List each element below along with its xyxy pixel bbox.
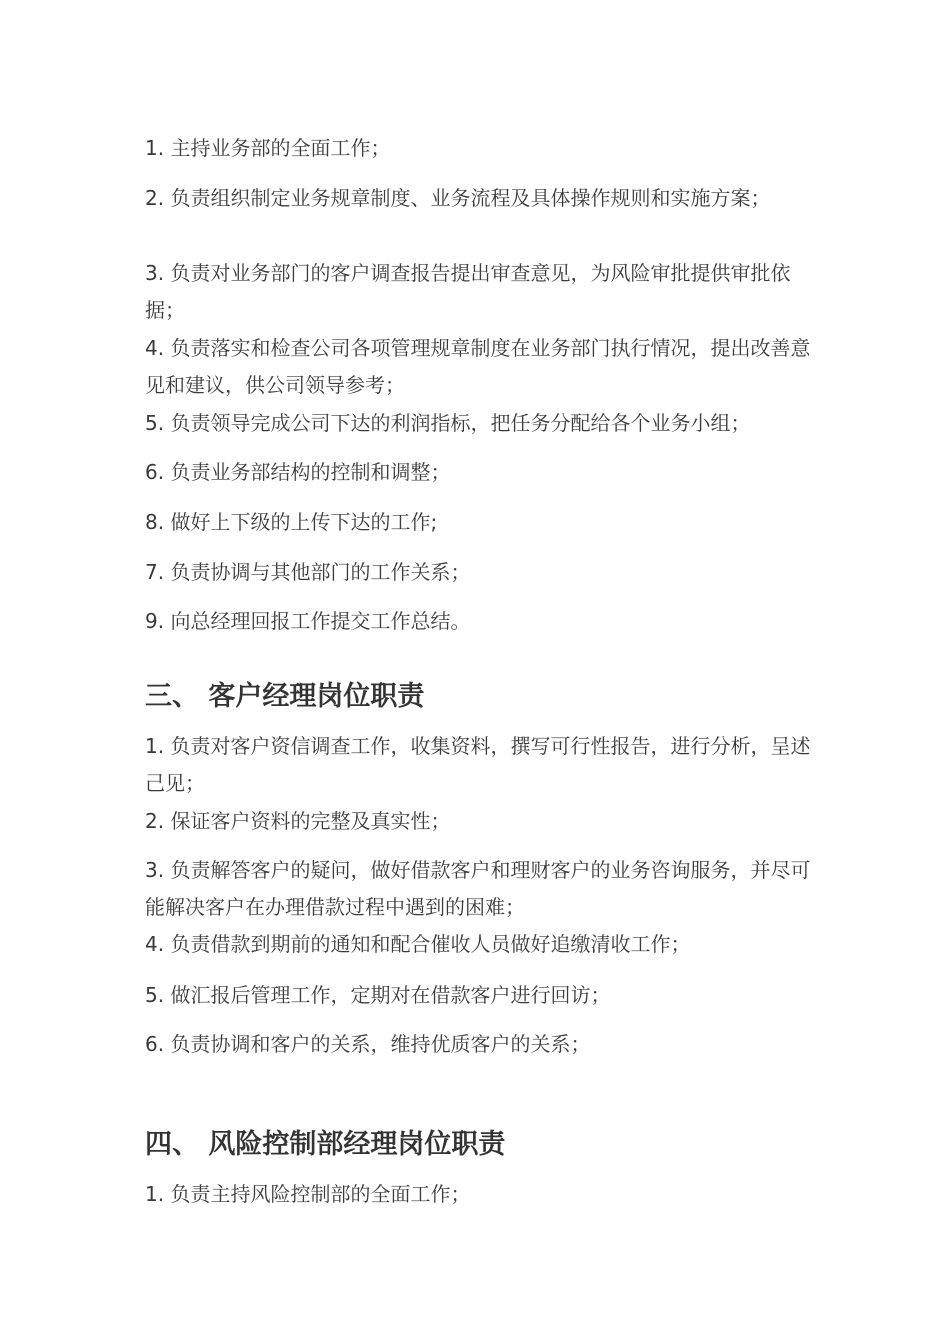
list-item: 2. 负责组织制定业务规章制度、业务流程及具体操作规则和实施方案； [145,186,771,210]
list-item: 5. 做汇报后管理工作，定期对在借款客户进行回访； [145,983,611,1007]
list-item: 6. 负责业务部结构的控制和调整； [145,460,451,484]
list-item: 6. 负责协调和客户的关系，维持优质客户的关系； [145,1032,591,1056]
list-item: 3. 负责对业务部门的客户调查报告提出审查意见，为风险审批提供审批依据； [145,261,791,322]
list-item: 8. 做好上下级的上传下达的工作; [145,510,438,534]
section-heading: 三、 客户经理岗位职责 [145,681,425,712]
section-heading: 四、 风险控制部经理岗位职责 [145,1129,506,1160]
list-item: 1. 主持业务部的全面工作； [145,136,391,160]
list-item: 3. 负责解答客户的疑问，做好借款客户和理财客户的业务咨询服务，并尽可能解决客户在办理借款过程中遇到的困难； [145,858,811,919]
list-item: 2. 保证客户资料的完整及真实性； [145,809,451,833]
list-item: 4. 负责落实和检查公司各项管理规章制度在业务部门执行情况，提出改善意见和建议，供公司领导参考； [145,336,811,397]
list-item: 4. 负责借款到期前的通知和配合催收人员做好追缴清收工作； [145,932,691,956]
list-item: 1. 负责对客户资信调查工作，收集资料，撰写可行性报告，进行分析，呈述己见； [145,734,811,795]
list-item: 5. 负责领导完成公司下达的利润指标，把任务分配给各个业务小组； [145,411,751,435]
list-item: 1. 负责主持风险控制部的全面工作； [145,1182,471,1206]
list-item: 9. 向总经理回报工作提交工作总结。 [145,609,471,633]
list-item: 7. 负责协调与其他部门的工作关系； [145,560,471,584]
